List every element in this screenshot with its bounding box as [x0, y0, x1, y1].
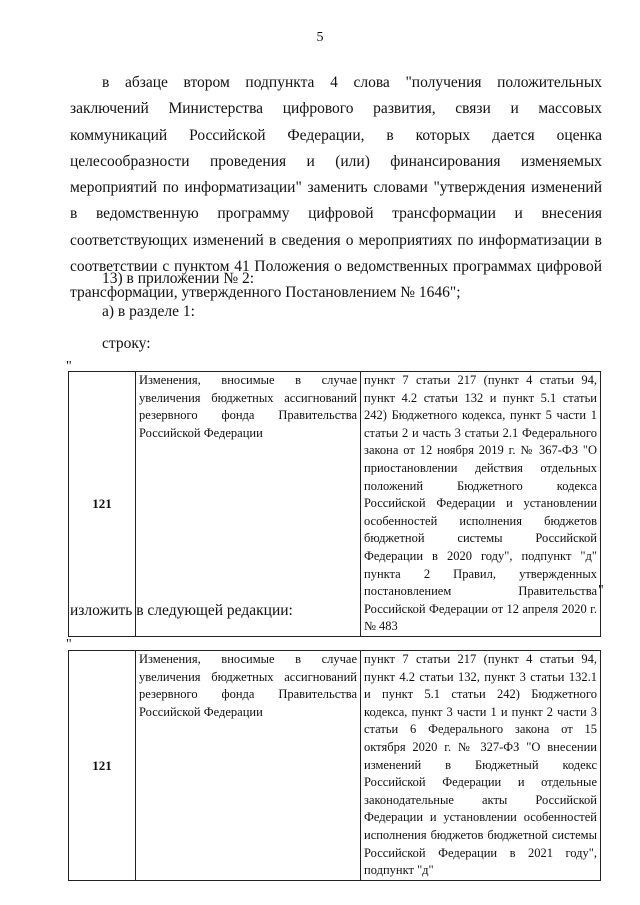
row-reference: пункт 7 статьи 217 (пункт 4 статьи 94, пункт 4.2 статьи 132 и пункт 5.1 статьи 242) Бюджетного кодекса, пункт 5 части 1 статьи 2 и часть 3 статьи 2.1 Федерального закона от 12 ноября 2019 г. № 367-ФЗ "О приостановлении действия отдельных положений Бюджетного кодекса Российской Федерации и установлении особенностей исполнения бюджетов бюджетной системы Российской Федерации в 2020 году", подпункт "д" пункта 2 Правил, утвержденных постановлением Правительства Российской Федерации от 12 апреля 2020 г. № 483	[364, 373, 597, 634]
item-a: а) в разделе 1:	[102, 303, 195, 320]
row-description: Изменения, вносимые в случае увеличения бюджетных ассигнований резервного фонда Правительства Российской Федерации	[139, 652, 357, 719]
page-number: 5	[316, 30, 324, 45]
old-row-table	[68, 371, 601, 637]
restate-line: изложить в следующей редакции:	[70, 602, 293, 619]
item-row-label: строку:	[102, 335, 151, 352]
row-number-cell: 121	[69, 651, 136, 881]
row-description-cell	[136, 651, 361, 881]
table-row	[69, 372, 601, 637]
table-row	[69, 651, 601, 881]
item-13: 13) в приложении № 2:	[102, 270, 255, 287]
intro-paragraph: в абзаце втором подпункта 4 слова "получения положительных заключений Министерства цифрового развития, связи и массовых коммуникаций Российской Федерации, в которых дается оценка целесообразности проведения и (или) финансирования изменяемых мероприятий по информатизации" заменить словами "утверждения изменений в ведомственную программу цифровой трансформации и внесения соответствующих изменений в сведения о мероприятиях по информатизации в соответствии с пунктом 41 Положения о ведомственных программах цифровой трансформации, утвержденного Постановлением № 1646";	[70, 74, 602, 302]
open-quote-old: "	[66, 359, 72, 374]
row-reference-cell	[361, 372, 601, 637]
new-row-table	[68, 650, 601, 881]
row-description: Изменения, вносимые в случае увеличения бюджетных ассигнований резервного фонда Правительства Российской Федерации	[139, 373, 357, 440]
row-number-cell: 121	[69, 372, 136, 637]
row-reference-cell	[361, 651, 601, 881]
row-reference: пункт 7 статьи 217 (пункт 4 статьи 94, пункт 4.2 статьи 132, пункт 3 статьи 132.1 и пункт 5.1 статьи 242) Бюджетного кодекса, пункт 3 части 1 и пункт 2 части 3 статьи 6 Федерального закона от 15 октября 2020 г. № 327-ФЗ "О внесении изменений в Бюджетный кодекс Российской Федерации и отдельные законодательные акты Российской Федерации и установлении особенностей исполнения бюджетов бюджетной системы Российской Федерации в 2021 году", подпункт "д"	[364, 652, 597, 878]
close-quote-old: "	[598, 583, 604, 598]
open-quote-new: "	[66, 637, 72, 652]
row-description-cell	[136, 372, 361, 637]
